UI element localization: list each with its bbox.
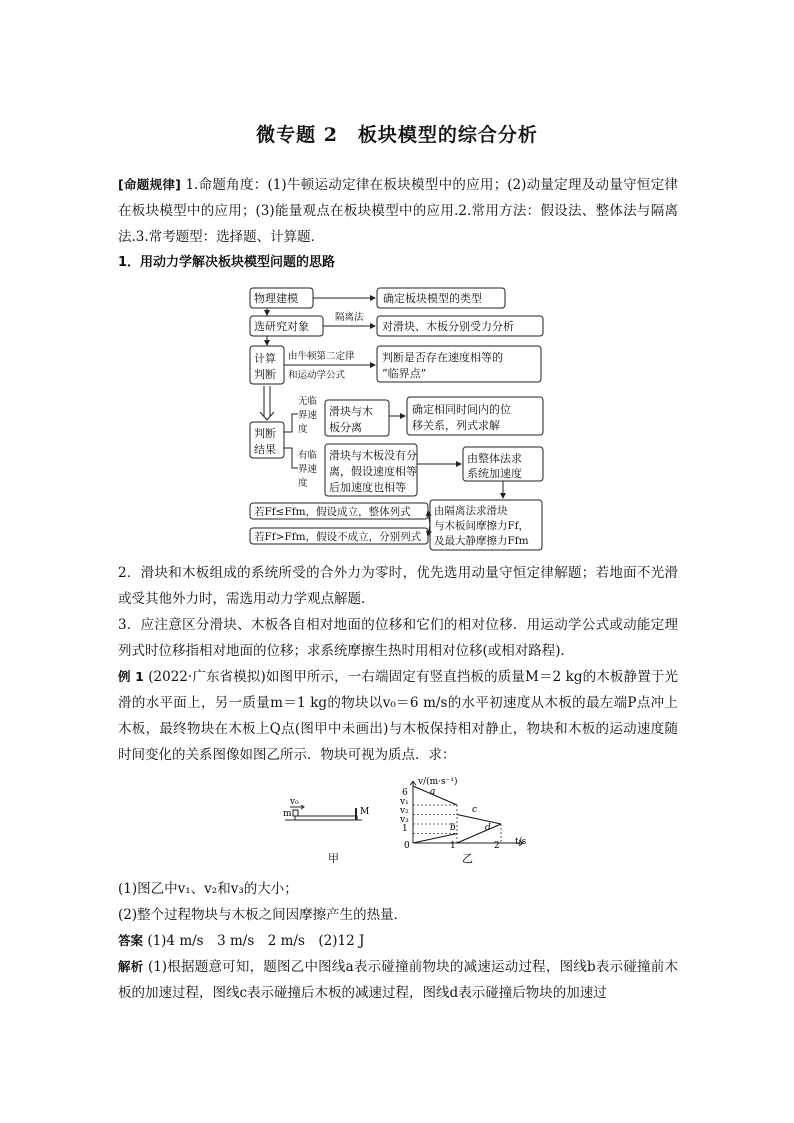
fc-separate-1: 滑块与木 (329, 405, 373, 418)
figures-svg (280, 770, 540, 870)
fc-whole-1: 由整体法求 (467, 452, 522, 465)
fig-b-label: 乙 (462, 852, 473, 865)
fc-no-crit-1: 无临 (298, 396, 318, 407)
fc-judge-1: 判断 (254, 427, 276, 440)
law-paragraph (118, 172, 678, 250)
fc-condition-b: 若Ff>Ffm，假设不成立，分别列式 (254, 531, 422, 543)
example-tag: 例 1 (118, 669, 144, 684)
fig-b-ytick-6: 6 (402, 788, 408, 798)
section-3-paragraph: 3．应注意区分滑块、木板各自相对地面的位移和它们的相对位移．用运动学公式或动能定理列式时位移指相对地面的位移；求系统摩擦生热时用相对位移(或相对路程)． (118, 617, 678, 659)
figures (280, 770, 540, 870)
fc-equal-1: 判断是否存在速度相等的 (382, 351, 503, 364)
fc-isolate-3: 及最大静摩擦力Ffm (434, 535, 529, 547)
fig-b-curve-c: c (472, 805, 478, 815)
fc-calc-1: 计算 (254, 352, 276, 365)
figure-a (285, 805, 362, 820)
fig-b-xlabel: t/s (515, 837, 527, 847)
fc-judge-2: 结果 (254, 443, 276, 456)
question-2: (2)整个过程物块与木板之间因摩擦产生的热量． (118, 907, 408, 923)
series-c (457, 815, 501, 825)
question-1: (1)图乙中v₁、v₂和v₃的大小； (118, 881, 298, 897)
fig-b-ylabel: v/(m·s⁻¹) (418, 777, 458, 787)
example-text: (2022·广东省模拟)如图甲所示，一右端固定有竖直挡板的质量M＝2 kg的木板静置于光滑的水平面上，另一质量m＝1 kg的物块以v₀＝6 m/s的水平初速度从木板的最左端P点冲上木板，最终物块在木板上Q点(图甲中未画出)与木板保持相对静止，物块和木板的运动速度随时间变化的关系图像如图乙所示．物块可视为质点．求： (118, 669, 678, 763)
fc-model-type: 确定板块模型的类型 (383, 292, 482, 305)
fc-newton-2: 和运动学公式 (288, 370, 346, 381)
fc-equal-2: “临界点” (382, 367, 427, 380)
law-text: 1.命题角度：(1)牛顿运动定律在板块模型中的应用；(2)动量定理及动量守恒定律在板块模型中的应用；(3)能量观点在板块模型中的应用.2.常用方法：假设法、整体法与隔离法.3.常考题型：选择题、计算题． (118, 177, 678, 245)
fig-a-v0: v₀ (290, 797, 299, 807)
fc-physics-model: 物理建模 (254, 292, 298, 305)
fig-a-label: 甲 (328, 852, 339, 865)
fc-force-analysis: 对滑块、木板分别受力分析 (382, 320, 514, 333)
figure-b-chart (410, 781, 523, 846)
fig-b-ytick-v1: v₁ (400, 797, 409, 807)
fig-a-m: m (283, 809, 292, 819)
fc-has-crit-3: 度 (298, 478, 308, 489)
answer-paragraph (118, 928, 678, 954)
answer-text: (1)4 m/s 3 m/s 2 m/s (2)12 J (147, 933, 365, 949)
fc-has-crit-1: 有临 (298, 450, 318, 461)
fc-isolate-1: 由隔离法求滑块 (434, 505, 508, 517)
section-2-paragraph: 2．滑块和木板组成的系统所受的合外力为零时，优先选用动量守恒定律解题；若地面不光滑或受其他外力时，需选用动力学观点解题． (118, 565, 678, 607)
fig-b-ytick-v2: v₂ (400, 806, 409, 816)
fig-b-xtick-2: 2 (494, 841, 500, 851)
analysis-paragraph (118, 954, 678, 1006)
fc-select-object: 选研究对象 (254, 320, 309, 333)
fc-isolate-2: 与木板间摩擦力Ff， (434, 520, 530, 532)
fc-separate-2: 板分离 (329, 421, 362, 434)
fc-displacement-2: 移关系，列式求解 (412, 419, 500, 432)
law-tag: [命题规律] (118, 177, 181, 192)
fc-no-crit-3: 度 (298, 424, 308, 435)
fc-no-separate-1: 滑块与木板没有分 (329, 449, 417, 462)
fc-whole-2: 系统加速度 (467, 467, 522, 480)
page-title: 微专题 2 板块模型的综合分析 (256, 124, 538, 146)
fc-newton-1: 由牛顿第二定律 (288, 351, 355, 362)
fc-calc-2: 判断 (254, 368, 276, 381)
fig-b-curve-a: a (430, 787, 436, 797)
example-paragraph (118, 664, 678, 768)
analysis-text: (1)根据题意可知，题图乙中图线a表示碰撞前物块的减速运动过程，图线b表示碰撞前木板的加速过程，图线c表示碰撞后木板的减速过程，图线d表示碰撞后物块的加速过 (118, 959, 678, 1001)
fig-b-xtick-1: 1 (450, 841, 456, 851)
fc-no-separate-2: 离，假设速度相等 (329, 465, 417, 478)
fig-b-curve-b: b (450, 823, 456, 833)
fig-a-M: M (360, 807, 370, 817)
fig-b-ytick-0: 0 (404, 841, 410, 851)
fc-has-crit-2: 界速 (298, 464, 318, 475)
answer-tag: 答案 (118, 933, 144, 948)
fc-isolation-label: 隔离法 (335, 312, 364, 323)
fig-b-ytick-1: 1 (402, 824, 408, 834)
analysis-tag: 解析 (118, 959, 144, 974)
fc-condition-a: 若Ff≤Ffm，假设成立，整体列式 (254, 506, 411, 518)
fig-b-curve-d: d (485, 823, 491, 833)
flowchart (235, 282, 545, 552)
fc-displacement-1: 确定相同时间内的位 (412, 403, 511, 416)
fig-b-ytick-v3: v₃ (400, 815, 409, 825)
fc-no-separate-3: 后加速度也相等 (329, 481, 406, 494)
section-1-heading: 1．用动力学解决板块模型问题的思路 (118, 255, 336, 270)
fc-no-crit-2: 界速 (298, 410, 318, 421)
